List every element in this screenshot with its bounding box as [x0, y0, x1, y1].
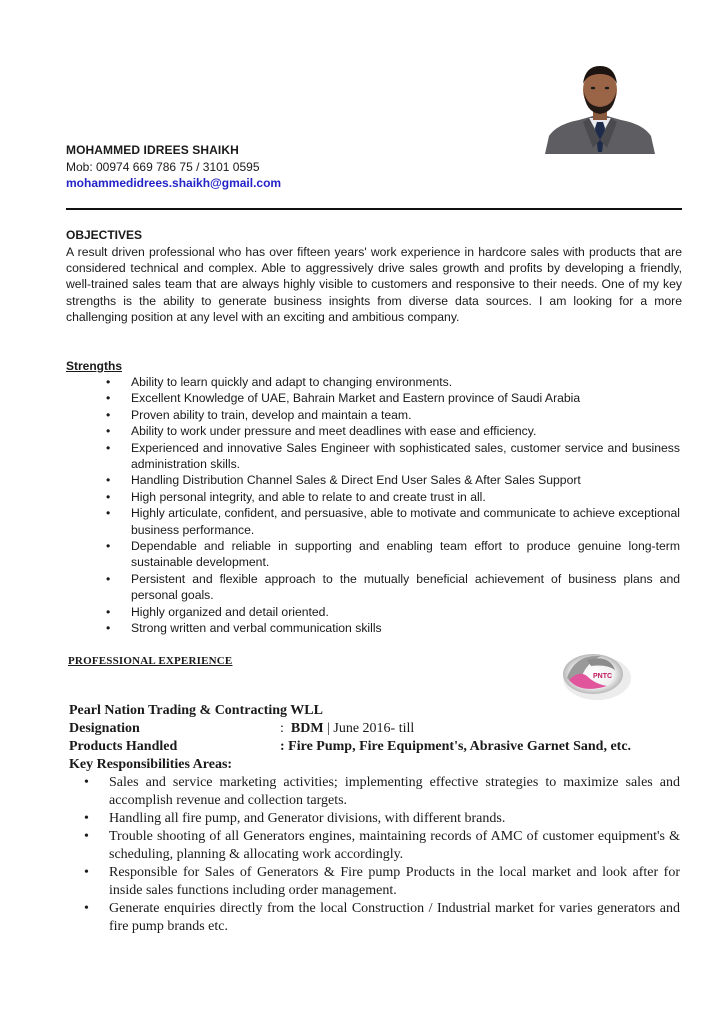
bullet-icon: •	[106, 621, 111, 636]
strength-text: Highly organized and detail oriented.	[131, 604, 329, 619]
designation-value	[280, 721, 414, 737]
designation-sep: :	[280, 721, 284, 736]
bullet-icon: •	[106, 424, 111, 439]
list-item	[90, 538, 680, 571]
bullet-icon: •	[106, 489, 111, 504]
products-value: : Fire Pump, Fire Equipment's, Abrasive Garnet Sand, etc.	[280, 739, 632, 754]
strengths-heading: Strengths	[66, 359, 123, 373]
candidate-name: MOHAMMED IDREES SHAIKH	[66, 143, 239, 157]
designation-role: BDM	[290, 721, 324, 736]
strengths-list	[90, 374, 680, 637]
duty-text: Responsible for Sales of Generators & Fire pump Products in the local market and look after for inside sales functions including order management.	[109, 865, 680, 898]
list-item	[90, 620, 680, 636]
designation-period: | June 2016- till	[327, 721, 415, 736]
strength-text: Ability to learn quickly and adapt to changing environments.	[131, 375, 453, 389]
header-divider	[66, 208, 682, 210]
list-item	[90, 374, 680, 390]
bullet-icon: •	[106, 539, 111, 554]
strength-text: Excellent Knowledge of UAE, Bahrain Market and Eastern province of Saudi Arabia	[131, 391, 581, 406]
logo-text: PNTC	[593, 673, 613, 680]
bullet-icon: •	[84, 901, 89, 916]
list-item	[90, 571, 680, 604]
responsibilities-list	[84, 774, 680, 936]
strength-text: Strong written and verbal communication skills	[131, 621, 382, 636]
profile-photo	[543, 62, 657, 154]
products-label: Products Handled	[69, 739, 178, 754]
strength-text: Dependable and reliable in supporting and enabling team effort to produce genuine long-term sustainable development.	[131, 539, 680, 570]
bullet-icon: •	[106, 604, 111, 619]
strength-text: Proven ability to train, develop and maintain a team.	[131, 407, 412, 422]
designation-label: Designation	[69, 721, 140, 736]
strength-text: Handling Distribution Channel Sales & Direct End User Sales & After Sales Support	[131, 473, 581, 488]
list-item	[90, 472, 680, 488]
bullet-icon: •	[106, 473, 111, 488]
list-item	[84, 900, 680, 936]
bullet-icon: •	[106, 375, 111, 389]
list-item	[90, 423, 680, 439]
strength-text: Highly articulate, confident, and persuasive, able to motivate and communicate to achieve exceptional business performance.	[131, 506, 680, 537]
mobile-number: Mob: 00974 669 786 75 / 3101 0595	[66, 160, 260, 174]
list-item	[84, 810, 680, 828]
list-item	[84, 864, 680, 900]
objectives-text: A result driven professional who has over fifteen years' work experience in hardcore sales with products that are considered technical and complex. Able to aggressively drive sales growth and profits by developing a friendly, well-trained sales team that are always highly visible to customers and responsive to their needs. One of my key strengths is the ability to generate business insights from diverse data sources. I am looking for a more challenging position at any level with an exciting and ambitious company.	[66, 245, 682, 324]
bullet-icon: •	[84, 865, 89, 880]
strength-text: Persistent and flexible approach to the mutually beneficial achievement of business plans and personal goals.	[131, 571, 680, 603]
list-item	[84, 828, 680, 864]
list-item	[90, 604, 680, 620]
duty-text: Generate enquiries directly from the local Construction / Industrial market for varies generators and fire pump brands etc.	[109, 901, 680, 934]
bullet-icon: •	[106, 506, 111, 521]
bullet-icon: •	[84, 775, 89, 790]
duty-text: Sales and service marketing activities; implementing effective strategies to maximize sales and accomplish revenue and collection targets.	[109, 775, 680, 808]
bullet-icon: •	[106, 407, 111, 422]
strength-text: Experienced and innovative Sales Engineer with sophisticated sales, customer service and business administration skills.	[131, 440, 680, 472]
bullet-icon: •	[106, 571, 111, 586]
email-link[interactable]: mohammedidrees.shaikh@gmail.com	[66, 176, 282, 190]
experience-heading: PROFESSIONAL EXPERIENCE	[68, 655, 233, 667]
company-name: Pearl Nation Trading & Contracting WLL	[69, 703, 323, 718]
strength-text: Ability to work under pressure and meet deadlines with ease and efficiency.	[131, 424, 537, 439]
bullet-icon: •	[106, 391, 111, 406]
company-logo	[557, 648, 635, 704]
responsibilities-heading: Key Responsibilities Areas:	[69, 757, 233, 772]
list-item	[90, 440, 680, 473]
list-item	[90, 505, 680, 538]
list-item	[90, 489, 680, 505]
list-item	[90, 407, 680, 423]
bullet-icon: •	[84, 829, 89, 844]
duty-text: Trouble shooting of all Generators engines, maintaining records of AMC of customer equipment's & scheduling, planning & allocating work accordingly.	[109, 829, 680, 862]
objectives-heading: OBJECTIVES	[66, 228, 143, 242]
list-item	[84, 774, 680, 810]
duty-text: Handling all fire pump, and Generator divisions, with different brands.	[109, 811, 506, 826]
strength-text: High personal integrity, and able to relate to and create trust in all.	[131, 489, 486, 504]
bullet-icon: •	[84, 811, 89, 826]
bullet-icon: •	[106, 440, 111, 455]
list-item	[90, 390, 680, 406]
